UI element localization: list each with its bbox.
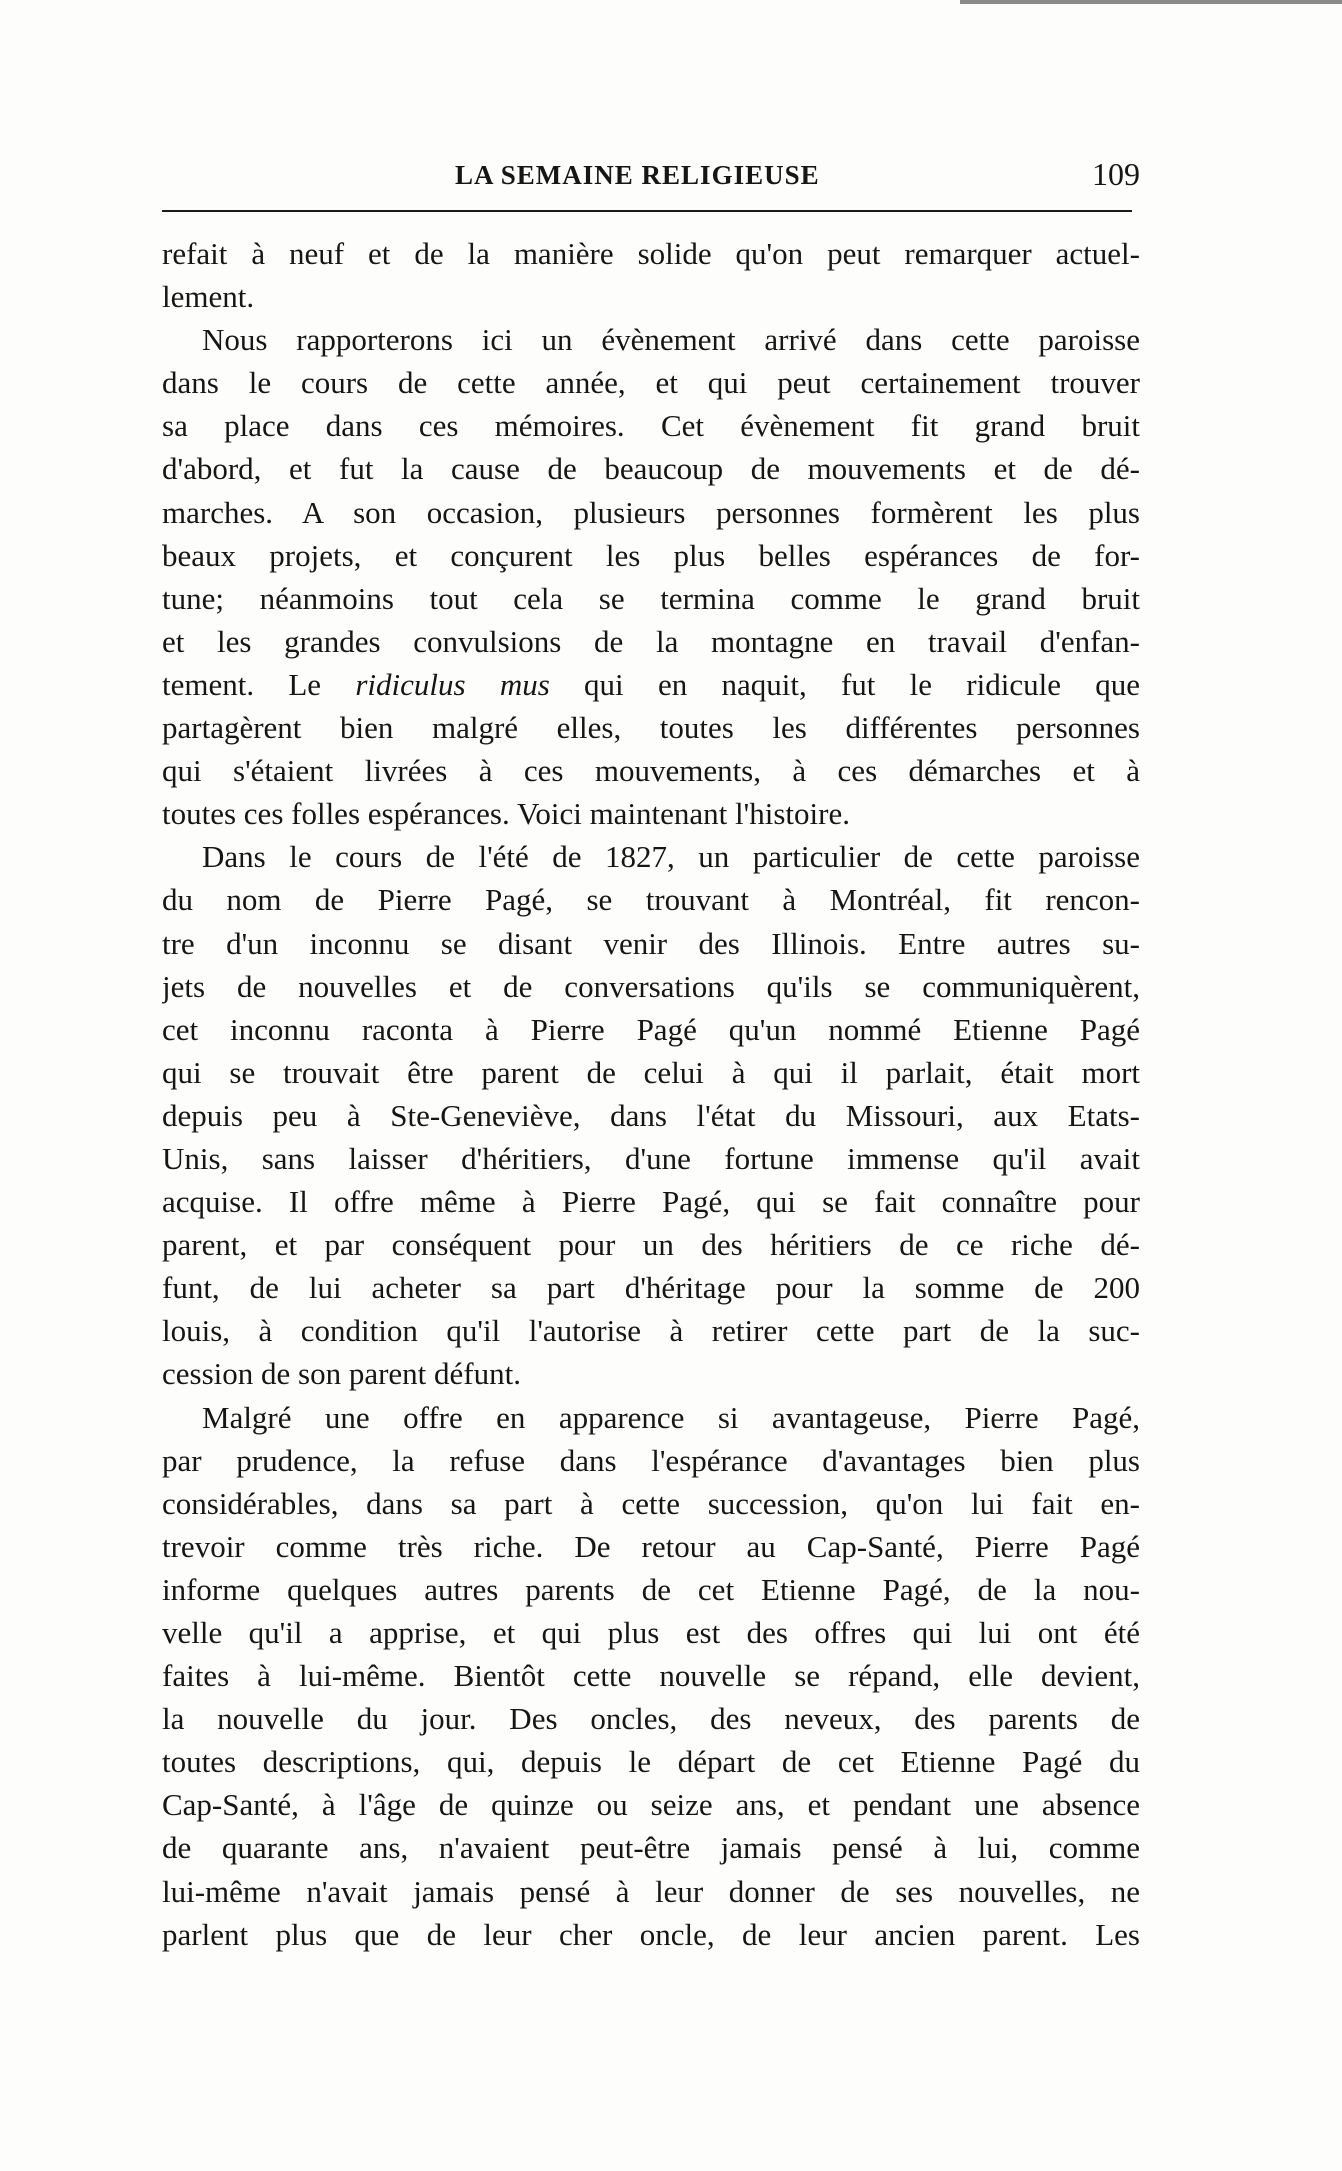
page-number: 109 <box>1092 156 1140 192</box>
text-line: sa place dans ces mémoires. Cet évènement fit grand bruit <box>162 408 1140 444</box>
text-line: Unis, sans laisser d'héritiers, d'une fortune immense qu'il avait <box>162 1140 1140 1176</box>
text-line: et les grandes convulsions de la montagne en travail d'enfan- <box>162 623 1140 659</box>
text-line: par prudence, la refuse dans l'espérance d'avantages bien plus <box>162 1442 1140 1478</box>
text-line: beaux projets, et conçurent les plus belles espérances de for- <box>162 537 1140 573</box>
text-line: Nous rapporterons ici un évènement arrivé dans cette paroisse <box>202 322 1140 358</box>
text-line: considérables, dans sa part à cette succession, qu'on lui fait en- <box>162 1485 1140 1521</box>
text-line: velle qu'il a apprise, et qui plus est des offres qui lui ont été <box>162 1615 1140 1650</box>
latin-phrase: ridiculus mus <box>355 666 550 702</box>
text-line: la nouvelle du jour. Des oncles, des neveux, des parents de <box>162 1701 1140 1737</box>
text-line: lement. <box>162 279 255 315</box>
text-line: tement. Le ridiculus mus qui en naquit, fut le ridicule que <box>162 666 1140 702</box>
running-title: LA SEMAINE RELIGIEUSE <box>455 160 820 190</box>
text-line: Dans le cours de l'été de 1827, un particulier de cette paroisse <box>202 839 1140 875</box>
text-line: lui-même n'avait jamais pensé à leur donner de ses nouvelles, ne <box>162 1873 1140 1909</box>
text-line: acquise. Il offre même à Pierre Pagé, qui se fait connaître pour <box>162 1184 1140 1220</box>
body-text <box>162 232 1140 1956</box>
text-line: parlent plus que de leur cher oncle, de leur ancien parent. Les <box>162 1916 1140 1952</box>
text-line: toutes descriptions, qui, depuis le départ de cet Etienne Pagé du <box>162 1744 1140 1780</box>
text-line: parent, et par conséquent pour un des héritiers de ce riche dé- <box>162 1227 1140 1263</box>
text-line: qui s'étaient livrées à ces mouvements, à ces démarches et à <box>162 753 1140 789</box>
text-line: louis, à condition qu'il l'autorise à retirer cette part de la suc- <box>162 1313 1140 1349</box>
text-line: partagèrent bien malgré elles, toutes les différentes personnes <box>162 710 1140 746</box>
text-line: toutes ces folles espérances. Voici maintenant l'histoire. <box>162 796 850 832</box>
text-line: cet inconnu raconta à Pierre Pagé qu'un nommé Etienne Pagé <box>162 1011 1140 1047</box>
text-line: de quarante ans, n'avaient peut-être jamais pensé à lui, comme <box>162 1830 1140 1866</box>
text-line: trevoir comme très riche. De retour au Cap-Santé, Pierre Pagé <box>162 1528 1140 1564</box>
text-line: faites à lui-même. Bientôt cette nouvelle se répand, elle devient, <box>162 1658 1140 1694</box>
text-line: refait à neuf et de la manière solide qu'on peut remarquer actuel- <box>162 236 1140 271</box>
text-line: dans le cours de cette année, et qui peut certainement trouver <box>162 365 1140 401</box>
text-line: cession de son parent défunt. <box>162 1356 521 1392</box>
text-line: funt, de lui acheter sa part d'héritage pour la somme de 200 <box>162 1270 1140 1306</box>
text-line: du nom de Pierre Pagé, se trouvant à Montréal, fit rencon- <box>162 882 1140 918</box>
text-line: d'abord, et fut la cause de beaucoup de mouvements et de dé- <box>162 451 1140 487</box>
text-line: depuis peu à Ste-Geneviève, dans l'état du Missouri, aux Etats- <box>162 1097 1140 1133</box>
scan-edge-mark <box>960 0 1342 4</box>
text-line: marches. A son occasion, plusieurs personnes formèrent les plus <box>162 494 1140 530</box>
text-line: Malgré une offre en apparence si avantageuse, Pierre Pagé, <box>202 1399 1140 1435</box>
text-line: qui se trouvait être parent de celui à qui il parlait, était mort <box>162 1054 1140 1090</box>
text-line: tune; néanmoins tout cela se termina comme le grand bruit <box>162 580 1140 616</box>
text-line: tre d'un inconnu se disant venir des Illinois. Entre autres su- <box>162 925 1140 961</box>
header-rule <box>162 210 1132 212</box>
text-line: informe quelques autres parents de cet Etienne Pagé, de la nou- <box>162 1571 1140 1607</box>
text-line: Cap-Santé, à l'âge de quinze ou seize ans, et pendant une absence <box>162 1787 1140 1823</box>
running-header <box>160 156 1160 200</box>
text-line: jets de nouvelles et de conversations qu'ils se communiquèrent, <box>162 968 1140 1004</box>
